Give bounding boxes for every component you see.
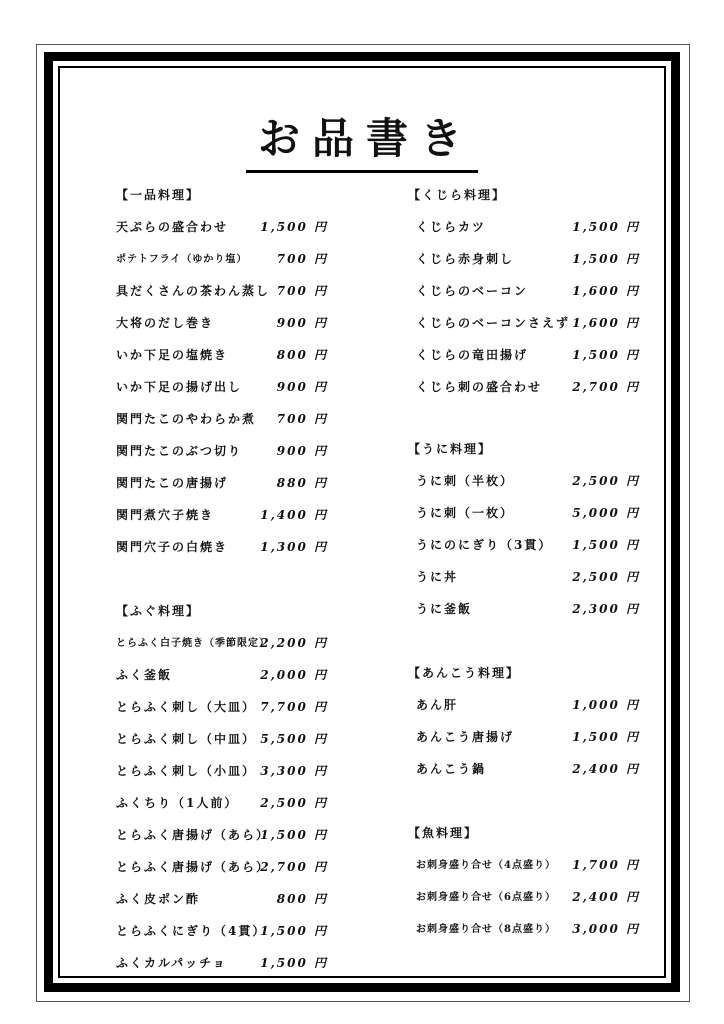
menu-item-price: 2,400 円 [572, 890, 640, 904]
menu-item [416, 696, 640, 716]
menu-item-name: いか下足の揚げ出し [116, 380, 243, 394]
menu-item [416, 504, 640, 524]
menu-item [116, 954, 328, 974]
menu-item-name: ふくちり（1人前） [116, 796, 239, 810]
menu-item-price: 1,600 円 [572, 316, 640, 330]
menu-item [116, 634, 328, 654]
menu-item-price: 1,300 円 [260, 540, 328, 554]
menu-item-price: 900 円 [276, 316, 328, 330]
section-heading: 【うに料理】 [408, 442, 493, 456]
menu-item-price: 1,500 円 [572, 220, 640, 234]
menu-item [416, 920, 640, 940]
menu-item-name: うに刺（一枚） [416, 506, 515, 520]
menu-item [116, 794, 328, 814]
menu-item-price: 1,500 円 [572, 538, 640, 552]
menu-item-name: うに釜飯 [416, 602, 473, 616]
menu-item [416, 856, 640, 876]
menu-item-price: 2,500 円 [260, 796, 328, 810]
menu-item-price: 1,500 円 [260, 828, 328, 842]
menu-item [416, 728, 640, 748]
section-heading: 【魚料理】 [408, 826, 479, 840]
menu-item-price: 3,000 円 [572, 922, 640, 936]
menu-item [116, 378, 328, 398]
menu-item-name: お刺身盛り合せ（8点盛り） [416, 924, 556, 935]
menu-item-name: あんこう鍋 [416, 762, 487, 776]
menu-item-price: 2,500 円 [572, 570, 640, 584]
menu-item [116, 762, 328, 782]
menu-item-name: お刺身盛り合せ（4点盛り） [416, 860, 556, 871]
menu-item-name: くじら赤身刺し [416, 252, 515, 266]
menu-item [116, 730, 328, 750]
menu-item-name: くじらカツ [416, 220, 487, 234]
menu-item-name: とらふく白子焼き（季節限定） [116, 638, 270, 649]
menu-item-name: とらふく唐揚げ（あら） [116, 860, 271, 874]
menu-item [416, 378, 640, 398]
menu-item [116, 250, 328, 270]
menu-item [116, 346, 328, 366]
section-heading: 【くじら料理】 [408, 188, 507, 202]
menu-item [416, 472, 640, 492]
menu-title: お品書き [246, 106, 478, 173]
menu-item-price: 5,500 円 [260, 732, 328, 746]
menu-title-wrap [0, 106, 724, 173]
menu-item-price: 1,500 円 [572, 730, 640, 744]
menu-item-price: 1,500 円 [260, 956, 328, 970]
menu-item-price: 800 円 [276, 892, 328, 906]
menu-item-price: 900 円 [276, 444, 328, 458]
menu-item [416, 218, 640, 238]
menu-item-price: 5,000 円 [572, 506, 640, 520]
menu-item [416, 282, 640, 302]
menu-item-price: 2,000 円 [260, 668, 328, 682]
menu-item-name: とらふく刺し（大皿） [116, 700, 257, 714]
menu-item-price: 2,700 円 [572, 380, 640, 394]
menu-item-name: いか下足の塩焼き [116, 348, 229, 362]
menu-item-name: うにのにぎり（3貫） [416, 538, 553, 552]
menu-item-name: とらふく刺し（小皿） [116, 764, 257, 778]
menu-item [116, 826, 328, 846]
menu-item [116, 506, 328, 526]
menu-item-price: 900 円 [276, 380, 328, 394]
menu-item-price: 1,500 円 [572, 348, 640, 362]
menu-item-name: うに丼 [416, 570, 459, 584]
menu-item [416, 346, 640, 366]
menu-item-price: 1,600 円 [572, 284, 640, 298]
menu-item-price: 700 円 [276, 284, 328, 298]
menu-item [416, 568, 640, 588]
menu-item [116, 538, 328, 558]
menu-item-price: 2,200 円 [260, 636, 328, 650]
menu-item-name: ふく釜飯 [116, 668, 173, 682]
menu-item-name: うに刺（半枚） [416, 474, 515, 488]
menu-item-price: 700 円 [276, 412, 328, 426]
menu-item-price: 1,700 円 [572, 858, 640, 872]
menu-item-name: 関門たこのやわらか煮 [116, 412, 257, 426]
menu-item [116, 410, 328, 430]
menu-item-price: 1,400 円 [260, 508, 328, 522]
menu-item-name: 具だくさんの茶わん蒸し [116, 284, 271, 298]
menu-item-price: 2,400 円 [572, 762, 640, 776]
menu-item-name: くじらのベーコンさえず [416, 316, 571, 330]
section-heading: 【ふぐ料理】 [116, 604, 201, 618]
menu-item [116, 474, 328, 494]
menu-item-name: 大将のだし巻き [116, 316, 215, 330]
menu-item-price: 1,500 円 [572, 252, 640, 266]
menu-item-price: 2,700 円 [260, 860, 328, 874]
menu-item [116, 442, 328, 462]
section-heading: 【あんこう料理】 [408, 666, 521, 680]
menu-item [416, 536, 640, 556]
menu-item [116, 218, 328, 238]
menu-item-name: あんこう唐揚げ [416, 730, 515, 744]
menu-item-price: 1,500 円 [260, 924, 328, 938]
menu-item [416, 888, 640, 908]
menu-item-name: あん肝 [416, 698, 459, 712]
menu-item-name: くじらのベーコン [416, 284, 529, 298]
menu-item [116, 698, 328, 718]
menu-item-name: ポテトフライ（ゆかり塩） [116, 254, 248, 265]
menu-item [116, 858, 328, 878]
menu-item-name: とらふく刺し（中皿） [116, 732, 257, 746]
menu-item-price: 7,700 円 [260, 700, 328, 714]
menu-item [416, 760, 640, 780]
menu-item-name: とらふく唐揚げ（あら） [116, 828, 271, 842]
menu-item [116, 922, 328, 942]
menu-item [116, 314, 328, 334]
section-heading: 【一品料理】 [116, 188, 201, 202]
menu-item-name: お刺身盛り合せ（6点盛り） [416, 892, 556, 903]
menu-item-price: 1,000 円 [572, 698, 640, 712]
menu-item-price: 880 円 [276, 476, 328, 490]
menu-item-price: 800 円 [276, 348, 328, 362]
menu-item [116, 666, 328, 686]
menu-item-price: 3,300 円 [260, 764, 328, 778]
menu-item [416, 250, 640, 270]
menu-item-name: 関門たこのぶつ切り [116, 444, 243, 458]
menu-item-name: 天ぷらの盛合わせ [116, 220, 229, 234]
menu-item-name: とらふくにぎり（4貫） [116, 924, 267, 938]
menu-item-name: くじら刺の盛合わせ [416, 380, 543, 394]
menu-item-price: 2,300 円 [572, 602, 640, 616]
menu-item [116, 282, 328, 302]
menu-item-name: くじらの竜田揚げ [416, 348, 529, 362]
menu-item-name: 関門たこの唐揚げ [116, 476, 229, 490]
menu-item-price: 1,500 円 [260, 220, 328, 234]
menu-item [416, 314, 640, 334]
menu-item-price: 700 円 [276, 252, 328, 266]
menu-item [116, 890, 328, 910]
menu-item-name: ふくカルパッチョ [116, 956, 227, 970]
menu-item-name: 関門煮穴子焼き [116, 508, 215, 522]
menu-item [416, 600, 640, 620]
menu-item-name: ふく皮ポン酢 [116, 892, 201, 906]
menu-item-price: 2,500 円 [572, 474, 640, 488]
menu-item-name: 関門穴子の白焼き [116, 540, 229, 554]
